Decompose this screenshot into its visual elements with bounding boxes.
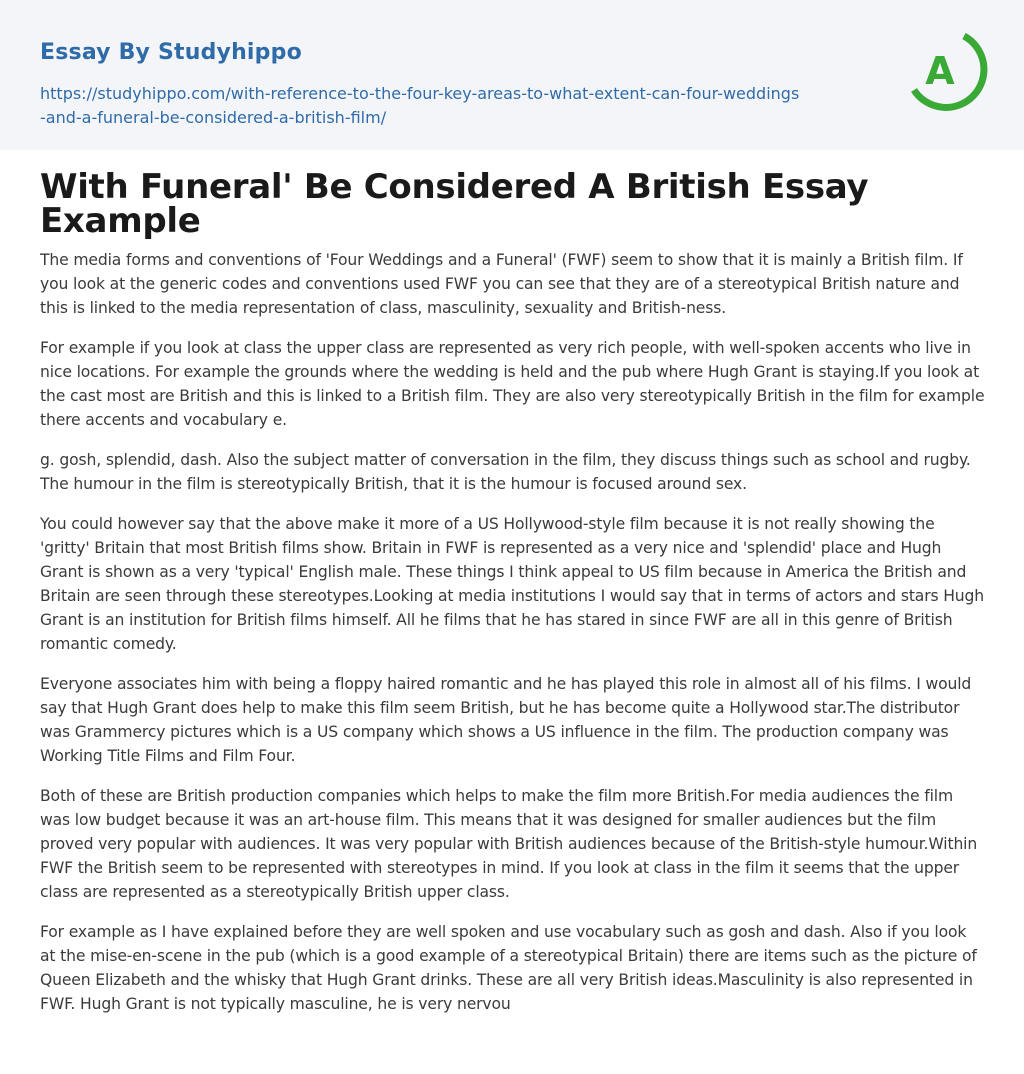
article-content <box>40 167 986 1032</box>
source-url-link[interactable]: https://studyhippo.com/with-reference-to-the-four-key-areas-to-what-extent-can-four-weddings-and-a-funeral-be-considered-a-british-film/ <box>40 84 800 127</box>
paragraph: Both of these are British production companies which helps to make the film more British.For media audiences the film was low budget because it was an art-house film. This means that it was designed for smaller audiences but the film proved very popular with audiences. It was very popular with British audiences because of the British-style humour.Within FWF the British seem to be represented with stereotypes in mind. If you look at class in the film it seems that the upper class are represented as a stereotypically British upper class. <box>40 787 978 901</box>
logo-letter: A <box>925 49 955 93</box>
brand-title[interactable]: Essay By Studyhippo <box>40 40 302 65</box>
paragraph: Everyone associates him with being a floppy haired romantic and he has played this role in almost all of his films. I would say that Hugh Grant does help to make this film seem British, but he has become quite a Hollywood star.The distributor was Grammercy pictures which is a US company which shows a US influence in the film. The production company was Working Title Films and Film Four. <box>40 675 972 765</box>
site-header <box>0 0 1024 150</box>
studyhippo-logo-icon[interactable] <box>908 28 988 116</box>
paragraph: For example as I have explained before they are well spoken and use vocabulary such as gosh and dash. Also if you look at the mise-en-scene in the pub (which is a good example of a stereotypical Britain) there are items such as the picture of Queen Elizabeth and the whisky that Hugh Grant drinks. These are all very British ideas.Masculinity is also represented in FWF. Hugh Grant is not typically masculine, he is very nervou <box>40 923 977 1013</box>
paragraph: You could however say that the above make it more of a US Hollywood-style film because it is not really showing the 'gritty' Britain that most British films show. Britain in FWF is represented as a very nice and 'splendid' place and Hugh Grant is shown as a very 'typical' English male. These things I think appeal to US film because in America the British and Britain are seen through these stereotypes.Looking at media institutions I would say that in terms of actors and stars Hugh Grant is an institution for British films himself. All he films that he has stared in since FWF are all in this genre of British romantic comedy. <box>40 515 985 653</box>
page-title: With Funeral' Be Considered A British Essay Example <box>40 167 869 241</box>
paragraph: The media forms and conventions of 'Four Weddings and a Funeral' (FWF) seem to show that it is mainly a British film. If you look at the generic codes and conventions used FWF you can see that they are of a stereotypical British nature and this is linked to the media representation of class, masculinity, sexuality and British-ness. <box>40 251 963 317</box>
paragraph: For example if you look at class the upper class are represented as very rich people, with well-spoken accents who live in nice locations. For example the grounds where the wedding is held and the pub where Hugh Grant is staying.If you look at the cast most are British and this is linked to a British film. They are also very stereotypically British in the film for example there accents and vocabulary e. <box>40 339 985 429</box>
paragraph: g. gosh, splendid, dash. Also the subject matter of conversation in the film, they discuss things such as school and rugby. The humour in the film is stereotypically British, that it is the humour is focused around sex. <box>40 451 971 493</box>
